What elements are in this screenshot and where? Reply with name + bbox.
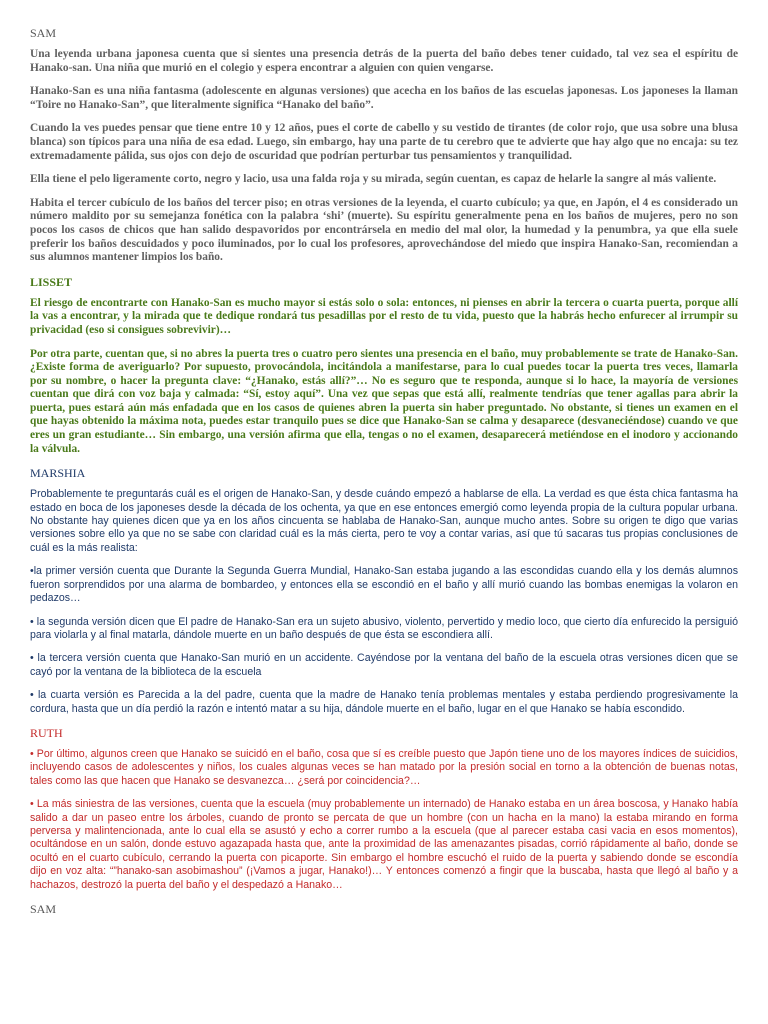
paragraph: • La más siniestra de las versiones, cuenta que la escuela (muy probablemente un internado) de Hanako estaba en un área boscosa, y Hanako había salido a dar un paseo entre los árboles, cuando de pronto se percata de que un hombre (con un hacha en la mano) la estaba mirando en forma perversa y malintencionada, ante lo cual ella se asustó y echo a correr rumbo a la escuela (que al parecer estaba casi vacia en esos momentos), ocultándose en un salón, donde estuvo agazapada hasta que, ante la proximidad de las amenazantes pisadas, corrió rápidamente al baño, donde se ocultó en el cuarto cubículo, cerrando la puerta con picaporte. Sin embargo el hombre escuchó el ruido de la puerta y sabiendo donde se escondía dijo en voz alta: “”hanako-san asobimashou” (¡Vamos a jugar, Hanako!)… Y entonces comenzó a fingir que la buscaba, hasta que llegó al baño y a hachazos, destrozó la puerta del baño y el despedazó a Hanako…: [30, 798, 738, 891]
paragraph: •la primer versión cuenta que Durante la Segunda Guerra Mundial, Hanako-San estaba jugando a las escondidas cuando ella y los demás alumnos fueron sorprendidos por una alarma de bombardeo, y entonces ella se escondió en el baño y allí murió cuando las bombas enemigas la volaron en pedazos…: [30, 565, 738, 605]
section-heading: RUTH: [30, 725, 63, 740]
section-ruth: [30, 726, 738, 892]
section-heading: SAM: [30, 902, 57, 916]
paragraph: Habita el tercer cubículo de los baños del tercer piso; en otras versiones de la leyenda, el cuarto cubículo; ya que, en Japón, el 4 es considerado un número maldito por su semejanza fonética con la palabra ‘shi’ (muerte). Su espíritu generalmente pena en los baños de mujeres, pero no son pocos los casos de chicos que han salido despavoridos por encontrársela en medio del mal olor, la humedad y la penumbra, ya que ella suele preferir los baños descuidados y poco iluminados, por lo cual los profesores, aprovechándose del miedo que inspira Hanako-San, recomiendan a sus alumnos mantener limpios los baño.: [30, 196, 738, 264]
paragraph: • Por último, algunos creen que Hanako se suicidó en el baño, cosa que sí es creíble puesto que Japón tiene uno de los mayores índices de suicidios, incluyendo casos de adolescentes y niños, los cuales algunas veces se han matado por la presión social en torno a la obtención de buenas notas, tales como las que hacen que Hanako se desvanezca… ¿será por coincidencia?…: [30, 747, 738, 787]
paragraph: Ella tiene el pelo ligeramente corto, negro y lacio, usa una falda roja y su mirada, según cuentan, es capaz de helarle la sangre al más valiente.: [30, 173, 717, 186]
paragraph: Por otra parte, cuentan que, si no abres la puerta tres o cuatro pero sientes una presencia en el baño, muy probablemente se trate de Hanako-San. ¿Existe forma de averiguarlo? Por supuesto, provocándola, incitándola a manifestarse, para lo cual puedes tocar la puerta tres veces, llamarla por su nombre, o hacer la pregunta clave: “¿Hanako, estás allí?”… No es seguro que te responda, aunque si lo hace, la mayoría de versiones cuentan que dirá con voz baja y calmada: “Sí, estoy aquí”. Una vez que sepas que está allí, realmente tendrías que tener agallas para abrir la puerta, pues estará aún más enfadada que en los casos de quienes abren la puerta sin haber preguntado. No obstante, si tienes un examen en el que hayas obtenido la máxima nota, puedes estar tranquilo pues se dice que Hanako-San se calma y desaparece (desvaneciéndose) cuando ve que eres un gran estudiante… Sin embargo, una versión afirma que ella, tengas o no el examen, desaparecerá metiéndose en el inodoro y accionando la válvula.: [30, 347, 738, 455]
section-marshia: [30, 466, 738, 716]
paragraph: Hanako-San es una niña fantasma (adolescente en algunas versiones) que acecha en los baños de las escuelas japonesas. Los japoneses la llaman “Toire no Hanako-San”, que literalmente significa “Hanako del baño”.: [30, 85, 738, 111]
paragraph: Probablemente te preguntarás cuál es el origen de Hanako-San, y desde cuándo empezó a hablarse de ella. La verdad es que ésta chica fantasma ha estado en boca de los japoneses desde la década de los ochenta, ya que en ese entonces emergió como leyenda propia de la cultura popular urbana. No obstante hay quienes dicen que ya en los años cincuenta se hablaba de Hanako-San, aunque mucho antes. Sobre su origen te digo que varias versiones sobre ello ya que no se sabe con claridad cuál es la más cierta, pero te voy a contar varias, así que tú sacaras tus propias conclusiones de cuál es la más realista:: [30, 488, 738, 554]
section-heading: MARSHIA: [30, 466, 86, 481]
section-sam: [30, 26, 738, 265]
paragraph: • la cuarta versión es Parecida a la del padre, cuenta que la madre de Hanako tenía problemas mentales y estaba perdiendo progresivamente la cordura, hasta que un día perdió la razón e intentó matar a su hija, dándole muerte en el baño, lugar en el que Hanako se había escondido.: [30, 689, 738, 715]
section-lisset: [30, 275, 738, 457]
paragraph: • la segunda versión dicen que El padre de Hanako-San era un sujeto abusivo, violento, pervertido y medio loco, que cierto día enfurecido la persiguió para violarla y al final matarla, dándole muerte en un baño después de que ésta se escondiera allí.: [30, 615, 738, 641]
section-sam-2: [30, 902, 738, 916]
section-heading: SAM: [30, 26, 57, 40]
section-heading: LISSET: [30, 274, 73, 289]
paragraph: Cuando la ves puedes pensar que tiene entre 10 y 12 años, pues el corte de cabello y su vestido de tirantes (de color rojo, que usa sobre una blusa blanca) son típicos para una niña de esa edad. Luego, sin embargo, hay una parte de tu cerebro que te advierte que hay algo que no encaja: su tez extremadamente pálida, sus ojos con dejo de oscuridad que podrían perturbar tus pensamientos y tranquilidad.: [30, 122, 738, 162]
paragraph: Una leyenda urbana japonesa cuenta que si sientes una presencia detrás de la puerta del baño debes tener cuidado, tal vez sea el espíritu de Hanako-san. Una niña que murió en el colegio y espera encontrar a alguien con quien vengarse.: [30, 48, 738, 74]
paragraph: • la tercera versión cuenta que Hanako-San murió en un accidente. Cayéndose por la ventana del baño de la escuela otras versiones dicen que se cayó por la ventana de la biblioteca de la escuela: [30, 652, 738, 678]
paragraph: El riesgo de encontrarte con Hanako-San es mucho mayor si estás solo o sola: entonces, ni pienses en abrir la tercera o cuarta puerta, porque allí la vas a encontrar, y la mirada que te dedique rondará tus pesadillas por el resto de tu vida, puesto que la habrás hecho enfurecer al irrumpir su privacidad (eso si consigues sobrevivir)…: [30, 296, 738, 336]
